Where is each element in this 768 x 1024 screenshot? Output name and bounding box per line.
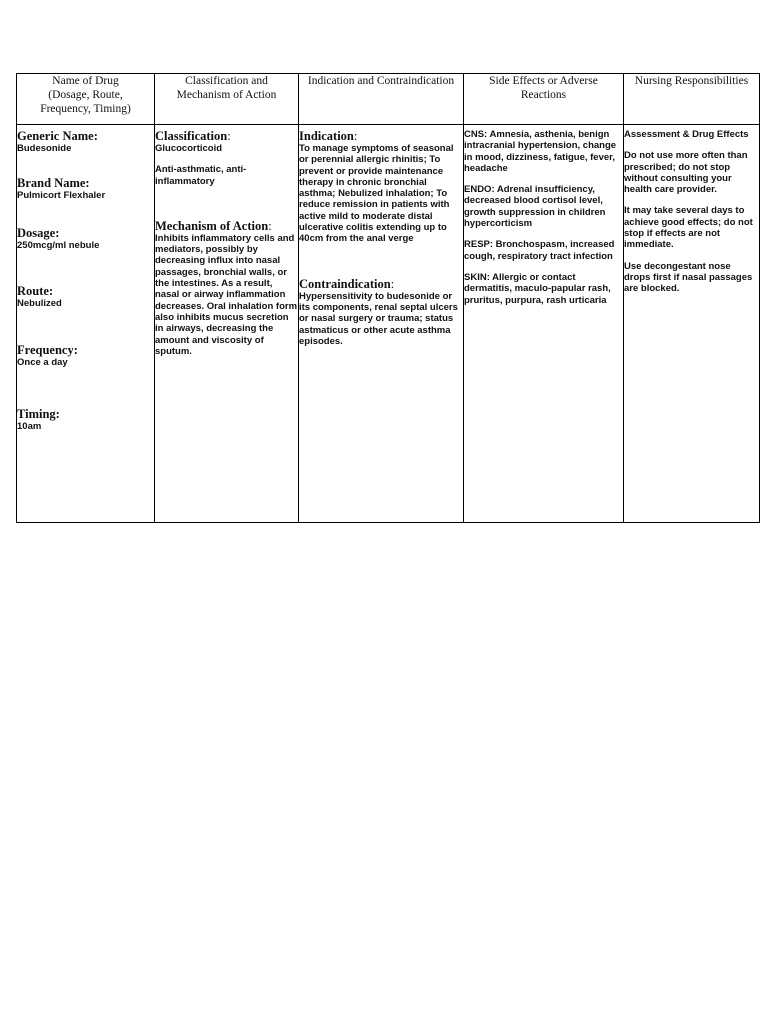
route-label: Route: xyxy=(17,283,54,298)
frequency-value: Once a day xyxy=(17,357,68,369)
nursing-cell xyxy=(624,125,760,523)
timing-value: 10am xyxy=(17,421,42,433)
side-effect-cns: CNS: Amnesia, asthenia, benign intracranial hypertension, change in mood, dizziness, fatigue, fever, headache xyxy=(464,129,617,174)
header-row xyxy=(17,74,760,125)
dosage-value: 250mcg/ml nebule xyxy=(17,239,100,251)
drug-name-cell xyxy=(17,125,155,523)
timing-label: Timing: xyxy=(17,407,60,422)
indication-value: To manage symptoms of seasonal or perennial allergic rhinitis; To prevent or provide maintenance therapy in chronic bronchial asthma; Nebulized inhalation; To reduce remission in patients with active mild to moderate distal ulcerative colitis extending up to 40cm from the anal verge xyxy=(299,143,454,245)
classification-value: Glucocorticoid xyxy=(155,143,223,154)
mechanism-value: Inhibits inflammatory cells and mediators, possibly by decreasing influx into nasal passages, bronchial walls, or the intestines. As a result, nasal or airway inflammation decreases. Oral inhalation form also inhibits mucus secretion in airways, decreasing the amount and viscosity of sputum. xyxy=(155,232,298,357)
mechanism-label: Mechanism of Action: xyxy=(155,218,272,233)
side-effect-skin: SKIN: Allergic or contact dermatitis, maculo-papular rash, pruritus, purpura, rash urticaria xyxy=(464,271,611,306)
side-effect-endo: ENDO: Adrenal insufficiency, decreased blood cortisol level, growth suppression in children hypercorticism xyxy=(464,184,606,230)
side-effects-cell xyxy=(464,125,624,523)
nursing-paragraph-1: Do not use more often than prescribed; do not stop without consulting your health care provider. xyxy=(624,150,748,196)
body-row xyxy=(17,125,760,523)
header-classification: Classification and Mechanism of Action xyxy=(155,74,299,125)
classification-sub-value: Anti-asthmatic, anti-inflammatory xyxy=(155,164,247,187)
frequency-label: Frequency: xyxy=(17,343,78,358)
indication-cell xyxy=(299,125,464,523)
nursing-paragraph-2: It may take several days to achieve good effects; do not stop if effects are not immediate. xyxy=(624,205,753,251)
drug-study-table xyxy=(16,73,760,523)
generic-name-value: Budesonide xyxy=(17,143,72,154)
header-nursing: Nursing Responsibilities xyxy=(624,74,760,125)
dosage-label: Dosage: xyxy=(17,225,60,240)
side-effect-resp: RESP: Bronchospasm, increased cough, respiratory tract infection xyxy=(464,239,615,262)
contraindication-value: Hypersensitivity to budesonide or its components, renal septal ulcers or nasal surgery or trauma; status astmaticus or other acute asthma episodes. xyxy=(299,290,458,347)
header-name-of-drug: Name of Drug (Dosage, Route, Frequency, Timing) xyxy=(17,74,155,125)
classification-cell xyxy=(155,125,299,523)
route-value: Nebulized xyxy=(17,297,62,309)
nursing-heading: Assessment & Drug Effects xyxy=(624,129,749,140)
contraindication-label: Contraindication: xyxy=(299,276,395,291)
header-side-effects: Side Effects or Adverse Reactions xyxy=(464,74,624,125)
classification-label: Classification: xyxy=(155,129,231,143)
brand-name-label: Brand Name: xyxy=(17,176,90,191)
indication-label: Indication: xyxy=(299,129,358,143)
brand-name-value: Pulmicort Flexhaler xyxy=(17,190,106,202)
generic-name-label: Generic Name: xyxy=(17,129,98,143)
header-indication: Indication and Contraindication xyxy=(299,74,464,125)
nursing-paragraph-3: Use decongestant nose drops first if nasal passages are blocked. xyxy=(624,260,753,295)
